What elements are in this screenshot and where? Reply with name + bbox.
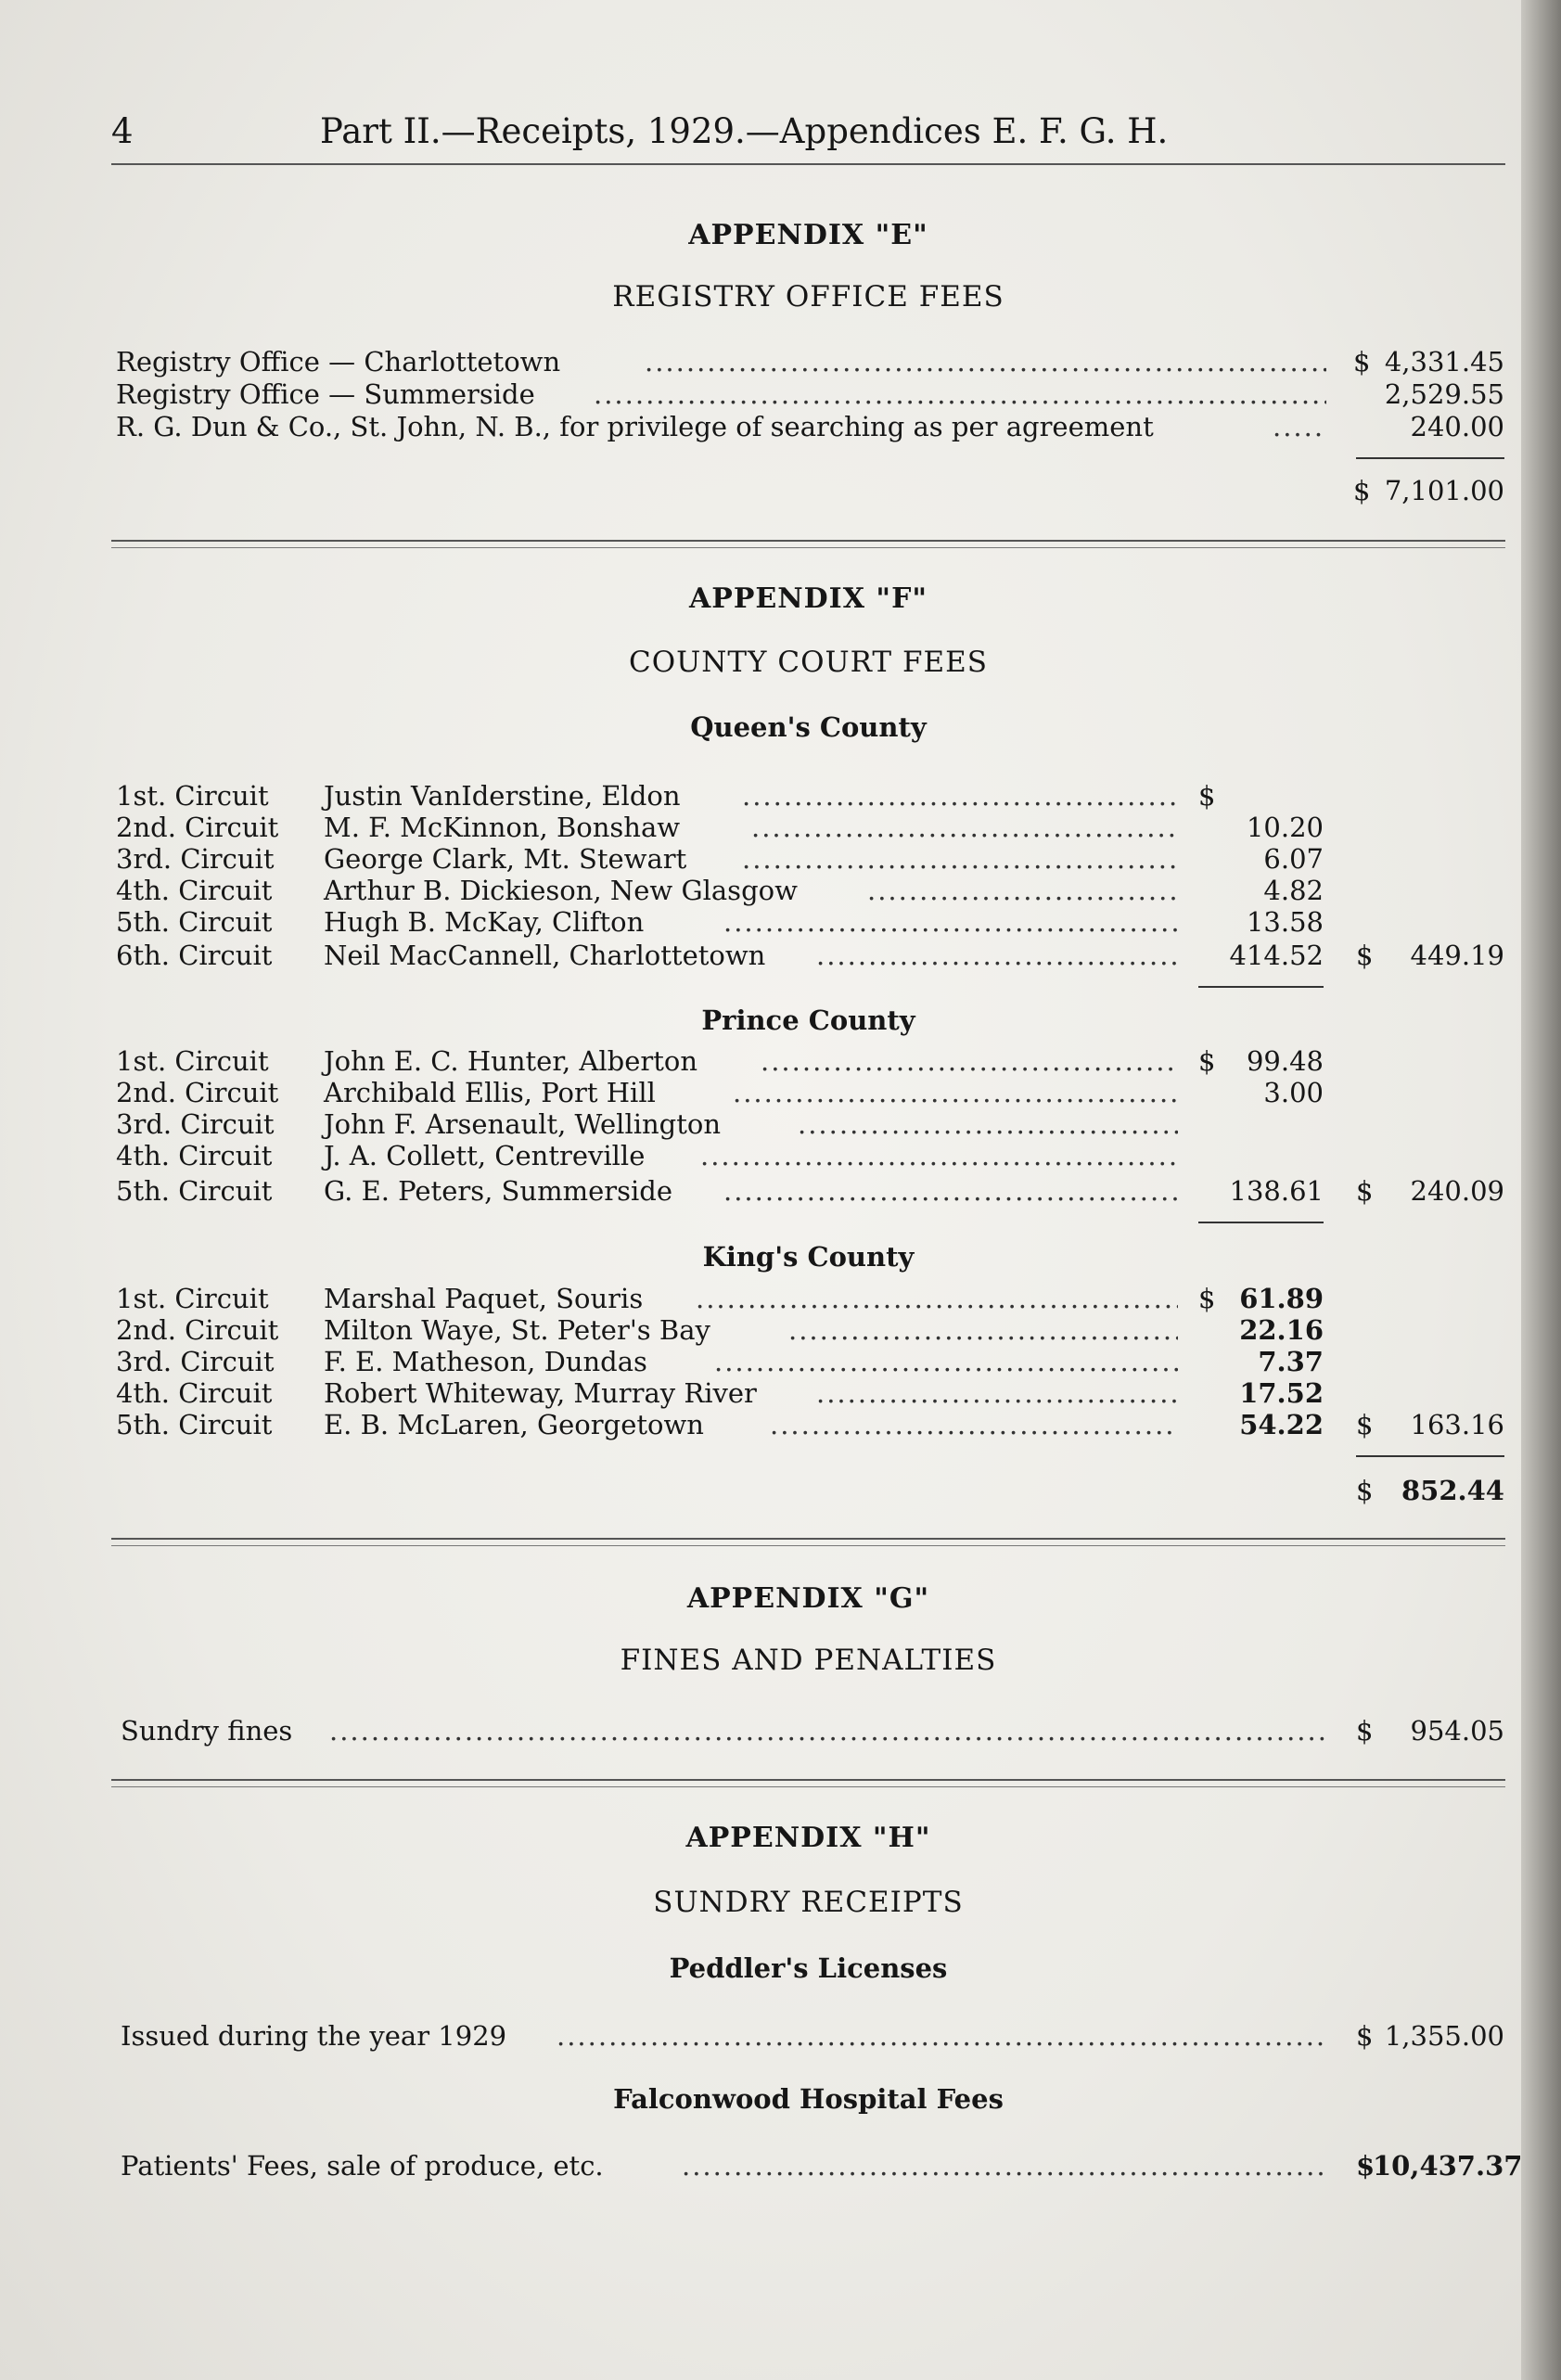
circuit-amount: 3.00 xyxy=(1263,1077,1324,1108)
fee-row xyxy=(0,346,1561,377)
total-rule xyxy=(1356,1455,1504,1457)
subsection-heading: Peddler's Licenses xyxy=(669,1952,948,1984)
dot-leader xyxy=(723,906,1178,938)
county-total: 163.16 xyxy=(1410,1409,1504,1440)
circuit-name: Hugh B. McKay, Clifton xyxy=(324,906,645,938)
circuit-name: J. A. Collett, Centreville xyxy=(324,1140,646,1171)
county-heading: Queen's County xyxy=(690,711,927,743)
appendix-g-label: APPENDIX "G" xyxy=(686,1582,930,1615)
circuit-label: 5th. Circuit xyxy=(116,1175,273,1207)
circuit-amount: 7.37 xyxy=(1258,1346,1324,1377)
header-rule xyxy=(111,163,1505,165)
circuit-label: 3rd. Circuit xyxy=(116,843,275,875)
circuit-amount: 138.61 xyxy=(1229,1175,1324,1207)
dot-leader xyxy=(798,1108,1178,1140)
county-total: 240.09 xyxy=(1410,1175,1504,1207)
circuit-row xyxy=(0,1409,1561,1440)
row-amount: 1,355.00 xyxy=(1384,2020,1504,2052)
grand-total-amount: 852.44 xyxy=(1401,1475,1504,1506)
circuit-row xyxy=(0,1108,1561,1140)
total-row xyxy=(0,475,1561,506)
row-description: Patients' Fees, sale of produce, etc. xyxy=(121,2150,604,2182)
dollar-sign: $ xyxy=(1353,475,1371,506)
appendix-h-title: SUNDRY RECEIPTS xyxy=(653,1886,964,1919)
circuit-row xyxy=(0,940,1561,971)
circuit-row xyxy=(0,780,1561,812)
dot-leader xyxy=(682,2150,1326,2182)
appendix-h-label: APPENDIX "H" xyxy=(685,1822,931,1854)
circuit-name: G. E. Peters, Summerside xyxy=(324,1175,672,1207)
circuit-amount: 54.22 xyxy=(1239,1409,1324,1440)
fee-row xyxy=(0,378,1561,410)
circuit-name: F. E. Matheson, Dundas xyxy=(324,1346,647,1377)
section-divider xyxy=(111,547,1505,548)
circuit-label: 5th. Circuit xyxy=(116,906,273,938)
row-description: Registry Office — Summerside xyxy=(116,378,535,410)
section-divider xyxy=(111,540,1505,542)
row-amount: 10,437.37 xyxy=(1373,2150,1523,2182)
circuit-label: 1st. Circuit xyxy=(116,1283,269,1314)
circuit-amount: 13.58 xyxy=(1246,906,1324,938)
circuit-row xyxy=(0,1346,1561,1377)
dot-leader xyxy=(700,1140,1178,1171)
dollar-sign: $ xyxy=(1198,1283,1216,1314)
dot-leader xyxy=(645,346,1326,377)
circuit-label: 1st. Circuit xyxy=(116,780,269,812)
circuit-row xyxy=(0,875,1561,906)
dollar-sign: $ xyxy=(1356,2150,1375,2182)
page-number: 4 xyxy=(111,111,134,151)
dot-leader xyxy=(733,1077,1178,1108)
circuit-row xyxy=(0,1077,1561,1108)
county-heading: Prince County xyxy=(701,1004,915,1036)
dot-leader xyxy=(761,1045,1178,1077)
row-description: Registry Office — Charlottetown xyxy=(116,346,561,377)
dot-leader xyxy=(742,843,1178,875)
circuit-name: Archibald Ellis, Port Hill xyxy=(324,1077,656,1108)
circuit-label: 2nd. Circuit xyxy=(116,1314,279,1346)
total-rule xyxy=(1356,457,1504,459)
section-divider xyxy=(111,1779,1505,1781)
total-amount: 7,101.00 xyxy=(1384,475,1504,506)
circuit-amount: 10.20 xyxy=(1246,812,1324,843)
county-total: 449.19 xyxy=(1410,940,1504,971)
dollar-sign: $ xyxy=(1353,346,1371,377)
dot-leader xyxy=(816,1377,1178,1409)
circuit-name: M. F. McKinnon, Bonshaw xyxy=(324,812,681,843)
dot-leader xyxy=(867,875,1178,906)
dot-leader xyxy=(723,1175,1178,1207)
subtotal-rule xyxy=(1198,986,1324,988)
circuit-amount: 4.82 xyxy=(1263,875,1324,906)
circuit-name: John E. C. Hunter, Alberton xyxy=(324,1045,698,1077)
subsection-heading: Falconwood Hospital Fees xyxy=(613,2083,1004,2115)
circuit-amount: 6.07 xyxy=(1263,843,1324,875)
dot-leader xyxy=(816,940,1178,971)
row-amount: 2,529.55 xyxy=(1384,378,1504,410)
circuit-name: Marshal Paquet, Souris xyxy=(324,1283,644,1314)
dollar-sign: $ xyxy=(1198,780,1216,812)
circuit-label: 4th. Circuit xyxy=(116,1377,273,1409)
dollar-sign: $ xyxy=(1356,1715,1374,1747)
dot-leader xyxy=(714,1346,1178,1377)
row-amount: 4,331.45 xyxy=(1384,346,1504,377)
appendix-f-title: COUNTY COURT FEES xyxy=(629,646,988,679)
dollar-sign: $ xyxy=(1356,940,1374,971)
dot-leader xyxy=(329,1715,1326,1747)
circuit-row xyxy=(0,906,1561,938)
circuit-name: George Clark, Mt. Stewart xyxy=(324,843,687,875)
appendix-e-label: APPENDIX "E" xyxy=(688,219,928,251)
appendix-g-title: FINES AND PENALTIES xyxy=(620,1644,997,1677)
dot-leader xyxy=(742,780,1178,812)
row-description: R. G. Dun & Co., St. John, N. B., for privilege of searching as per agreement xyxy=(116,411,1154,442)
page-header-title: Part II.—Receipts, 1929.—Appendices E. F. G. H. xyxy=(320,111,1169,151)
county-heading: King's County xyxy=(702,1241,915,1273)
circuit-name: Justin VanIderstine, Eldon xyxy=(324,780,681,812)
circuit-amount: 61.89 xyxy=(1239,1283,1324,1314)
circuit-amount: 99.48 xyxy=(1246,1045,1324,1077)
dot-leader xyxy=(696,1283,1178,1314)
row-amount: 240.00 xyxy=(1410,411,1504,442)
receipt-row xyxy=(0,2150,1561,2182)
dollar-sign: $ xyxy=(1356,1175,1374,1207)
row-description: Sundry fines xyxy=(121,1715,293,1747)
circuit-label: 2nd. Circuit xyxy=(116,812,279,843)
circuit-label: 4th. Circuit xyxy=(116,875,273,906)
circuit-amount: 414.52 xyxy=(1229,940,1324,971)
dollar-sign: $ xyxy=(1198,1045,1216,1077)
dot-leader xyxy=(557,2020,1326,2052)
grand-total-row xyxy=(0,1475,1561,1506)
dollar-sign: $ xyxy=(1356,1409,1374,1440)
circuit-label: 5th. Circuit xyxy=(116,1409,273,1440)
appendix-f-label: APPENDIX "F" xyxy=(688,582,928,615)
circuit-row xyxy=(0,1314,1561,1346)
circuit-label: 6th. Circuit xyxy=(116,940,273,971)
circuit-name: Neil MacCannell, Charlottetown xyxy=(324,940,766,971)
section-divider xyxy=(111,1786,1505,1787)
circuit-amount: 22.16 xyxy=(1239,1314,1324,1346)
section-divider xyxy=(111,1545,1505,1546)
receipt-row xyxy=(0,2020,1561,2052)
section-divider xyxy=(111,1538,1505,1540)
circuit-row xyxy=(0,843,1561,875)
circuit-name: John F. Arsenault, Wellington xyxy=(324,1108,722,1140)
circuit-label: 2nd. Circuit xyxy=(116,1077,279,1108)
dollar-sign: $ xyxy=(1356,1475,1374,1506)
circuit-row xyxy=(0,1045,1561,1077)
dot-leader xyxy=(594,378,1326,410)
circuit-label: 3rd. Circuit xyxy=(116,1108,275,1140)
circuit-name: Arthur B. Dickieson, New Glasgow xyxy=(324,875,798,906)
row-amount: 954.05 xyxy=(1410,1715,1504,1747)
dot-leader xyxy=(770,1409,1178,1440)
circuit-label: 3rd. Circuit xyxy=(116,1346,275,1377)
circuit-row xyxy=(0,1283,1561,1314)
circuit-row xyxy=(0,812,1561,843)
dollar-sign: $ xyxy=(1356,2020,1374,2052)
subtotal-rule xyxy=(1198,1222,1324,1223)
row-description: Issued during the year 1929 xyxy=(121,2020,507,2052)
circuit-amount: 17.52 xyxy=(1239,1377,1324,1409)
circuit-row xyxy=(0,1140,1561,1171)
dot-leader xyxy=(751,812,1178,843)
dot-leader xyxy=(1273,411,1326,442)
circuit-name: Robert Whiteway, Murray River xyxy=(324,1377,757,1409)
circuit-label: 4th. Circuit xyxy=(116,1140,273,1171)
fee-row xyxy=(0,411,1561,442)
circuit-row xyxy=(0,1175,1561,1207)
circuit-label: 1st. Circuit xyxy=(116,1045,269,1077)
fines-row xyxy=(0,1715,1561,1747)
dot-leader xyxy=(788,1314,1178,1346)
circuit-row xyxy=(0,1377,1561,1409)
circuit-name: E. B. McLaren, Georgetown xyxy=(324,1409,704,1440)
appendix-e-title: REGISTRY OFFICE FEES xyxy=(612,280,1004,313)
circuit-name: Milton Waye, St. Peter's Bay xyxy=(324,1314,710,1346)
